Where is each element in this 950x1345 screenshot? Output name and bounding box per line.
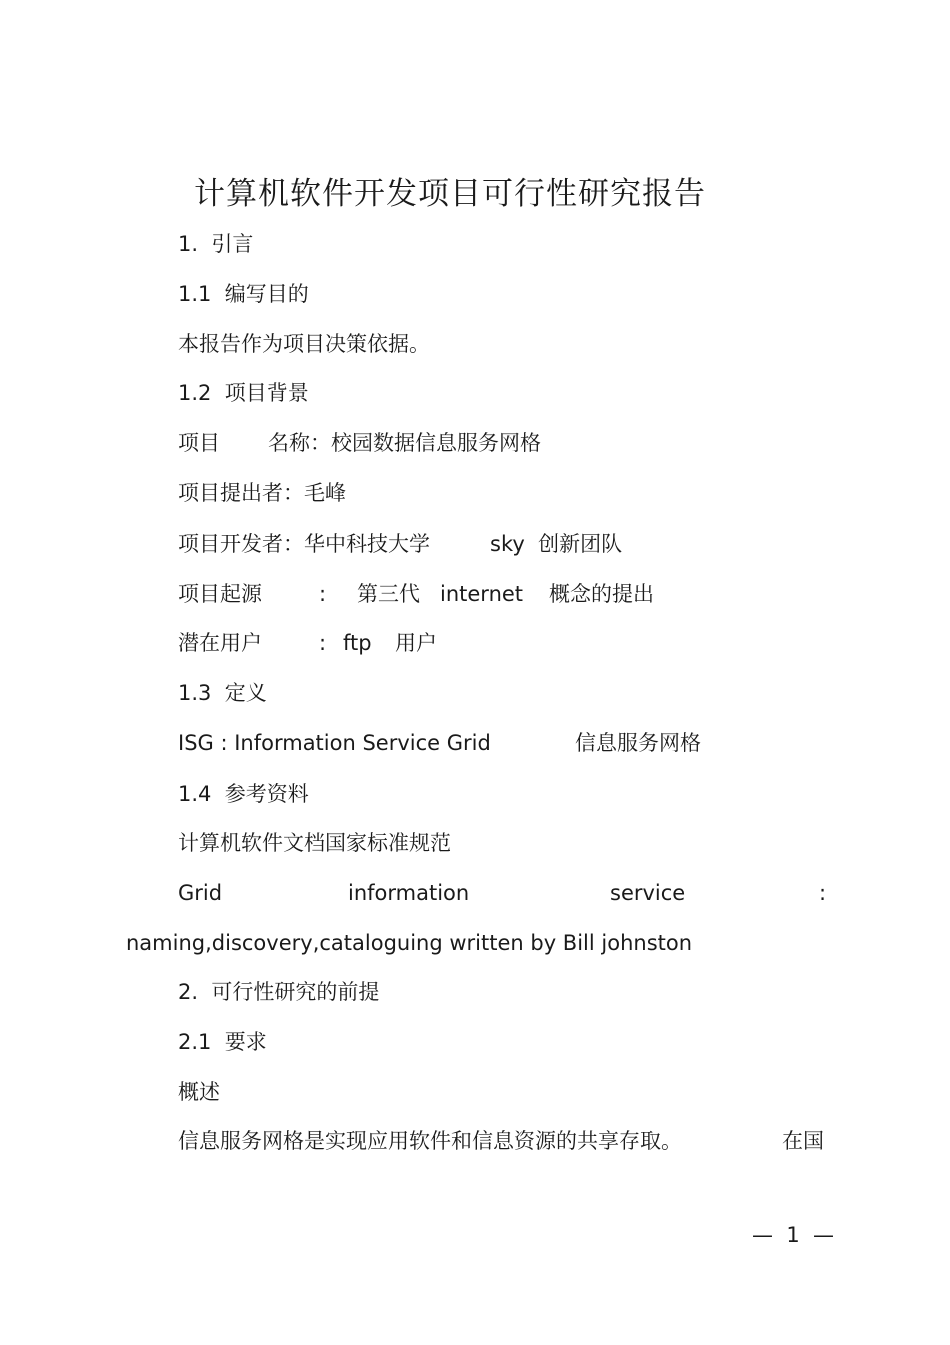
reference-2-word-2: information <box>348 881 470 905</box>
heading-1-1: 1.1 编写目的 <box>178 282 309 306</box>
overview-paragraph: 信息服务网格是实现应用软件和信息资源的共享存取。 <box>178 1129 682 1153</box>
heading-1: 1. 引言 <box>178 232 254 256</box>
isg-definition-en: ISG : Information Service Grid <box>178 731 491 755</box>
project-name-value: 名称：校园数据信息服务网格 <box>268 431 541 455</box>
heading-2-1: 2.1 要求 <box>178 1030 267 1054</box>
users-colon: : <box>319 631 327 655</box>
purpose-paragraph: 本报告作为项目决策依据。 <box>178 332 430 356</box>
document-title: 计算机软件开发项目可行性研究报告 <box>194 176 706 212</box>
project-name-label: 项目 <box>178 431 220 455</box>
reference-2-word-4: : <box>819 881 827 905</box>
heading-1-2: 1.2 项目背景 <box>178 381 309 405</box>
users-part-a: ftp <box>343 631 372 655</box>
overview-label: 概述 <box>178 1080 220 1104</box>
reference-2-continuation: naming,discovery,cataloguing written by Bill johnston <box>126 931 693 955</box>
isg-definition-cn: 信息服务网格 <box>575 731 701 755</box>
origin-colon: : <box>319 582 327 606</box>
developer-team: sky 创新团队 <box>490 532 623 556</box>
reference-1: 计算机软件文档国家标准规范 <box>178 831 451 855</box>
users-part-b: 用户 <box>395 631 437 655</box>
heading-1-3: 1.3 定义 <box>178 681 267 705</box>
heading-2: 2. 可行性研究的前提 <box>178 980 380 1004</box>
page-number: — 1 — <box>752 1223 835 1247</box>
overview-paragraph-tail: 在国 <box>782 1129 824 1153</box>
reference-2-word-3: service <box>610 881 686 905</box>
origin-part-a: 第三代 <box>357 582 420 606</box>
reference-2-word-1: Grid <box>178 881 223 905</box>
origin-label: 项目起源 <box>178 582 262 606</box>
project-proposer: 项目提出者：毛峰 <box>178 481 346 505</box>
users-label: 潜在用户 <box>178 631 262 655</box>
project-developer: 项目开发者：华中科技大学 <box>178 532 430 556</box>
origin-part-b: internet <box>440 582 524 606</box>
heading-1-4: 1.4 参考资料 <box>178 782 309 806</box>
origin-part-c: 概念的提出 <box>549 582 654 606</box>
